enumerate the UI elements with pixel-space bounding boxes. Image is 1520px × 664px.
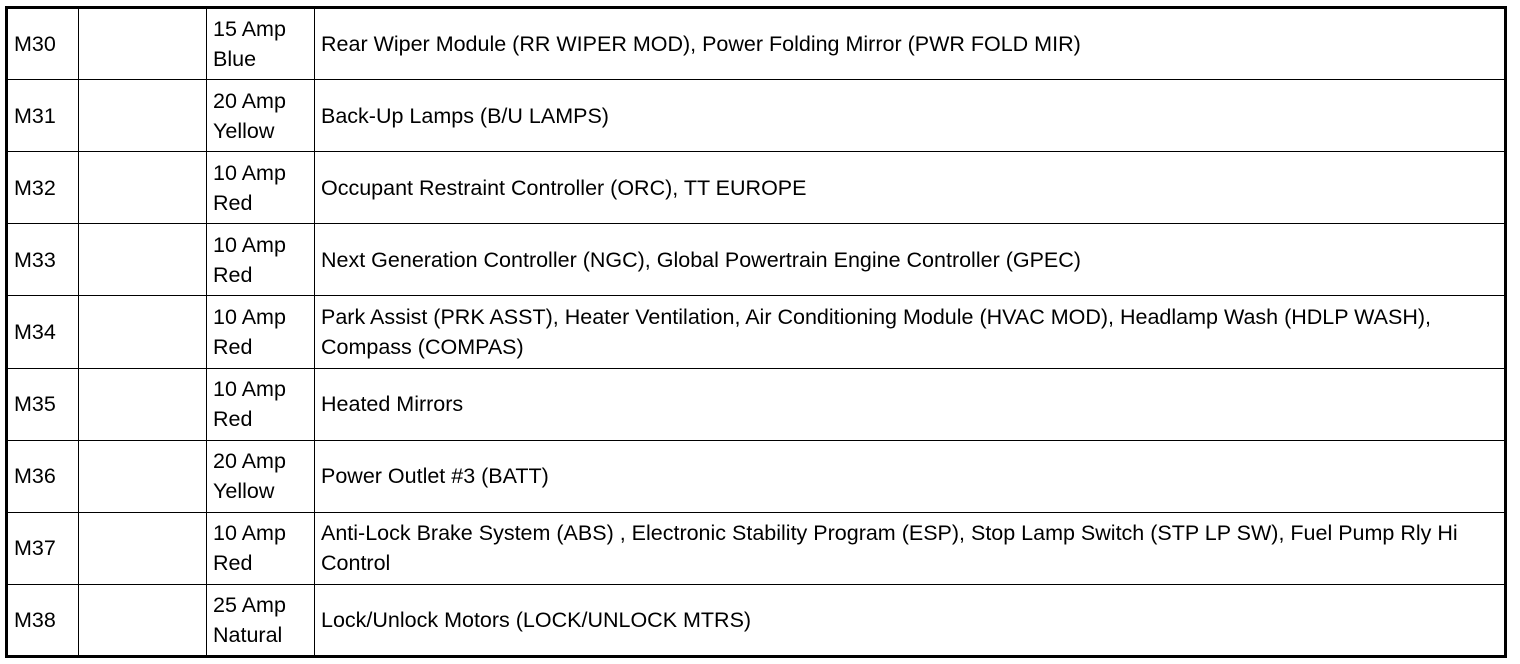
table-row <box>7 512 1506 584</box>
table-row <box>7 584 1506 656</box>
blank-cell <box>79 440 207 512</box>
table-row <box>7 224 1506 296</box>
blank-cell <box>79 512 207 584</box>
rating-cell <box>207 512 315 584</box>
rating-cell <box>207 224 315 296</box>
cavity-cell: M32 <box>7 152 79 224</box>
fuse-color: Yellow <box>213 118 275 143</box>
rating-cell <box>207 80 315 152</box>
table-row <box>7 440 1506 512</box>
description-cell: Rear Wiper Module (RR WIPER MOD), Power Folding Mirror (PWR FOLD MIR) <box>315 8 1506 80</box>
description-cell: Lock/Unlock Motors (LOCK/UNLOCK MTRS) <box>315 584 1506 656</box>
description-cell: Power Outlet #3 (BATT) <box>315 440 1506 512</box>
description-cell: Heated Mirrors <box>315 368 1506 440</box>
fuse-color: Natural <box>213 622 283 647</box>
amp-rating: 10 Amp <box>213 521 286 546</box>
description-cell: Back-Up Lamps (B/U LAMPS) <box>315 80 1506 152</box>
table-row <box>7 152 1506 224</box>
rating-cell <box>207 368 315 440</box>
table-row <box>7 296 1506 368</box>
fuse-table <box>5 6 1507 658</box>
description-cell: Next Generation Controller (NGC), Global Powertrain Engine Controller (GPEC) <box>315 224 1506 296</box>
description-cell: Anti-Lock Brake System (ABS) , Electronic Stability Program (ESP), Stop Lamp Switch (STP LP SW), Fuel Pump Rly Hi Control <box>315 512 1506 584</box>
cavity-cell: M35 <box>7 368 79 440</box>
blank-cell <box>79 8 207 80</box>
amp-rating: 20 Amp <box>213 88 286 113</box>
fuse-color: Red <box>213 551 253 576</box>
description-cell: Park Assist (PRK ASST), Heater Ventilation, Air Conditioning Module (HVAC MOD), Headlamp Wash (HDLP WASH), Compass (COMPAS) <box>315 296 1506 368</box>
rating-cell <box>207 152 315 224</box>
blank-cell <box>79 224 207 296</box>
table-row <box>7 8 1506 80</box>
blank-cell <box>79 368 207 440</box>
cavity-cell: M36 <box>7 440 79 512</box>
fuse-color: Red <box>213 334 253 359</box>
description-cell: Occupant Restraint Controller (ORC), TT EUROPE <box>315 152 1506 224</box>
amp-rating: 20 Amp <box>213 449 286 474</box>
amp-rating: 25 Amp <box>213 592 286 617</box>
rating-cell <box>207 296 315 368</box>
cavity-cell: M34 <box>7 296 79 368</box>
fuse-color: Red <box>213 407 253 432</box>
blank-cell <box>79 80 207 152</box>
amp-rating: 10 Amp <box>213 160 286 185</box>
amp-rating: 15 Amp <box>213 17 286 42</box>
blank-cell <box>79 584 207 656</box>
amp-rating: 10 Amp <box>213 232 286 257</box>
fuse-color: Blue <box>213 47 257 72</box>
cavity-cell: M30 <box>7 8 79 80</box>
cavity-cell: M37 <box>7 512 79 584</box>
amp-rating: 10 Amp <box>213 304 286 329</box>
cavity-cell: M38 <box>7 584 79 656</box>
amp-rating: 10 Amp <box>213 377 286 402</box>
table-row <box>7 368 1506 440</box>
rating-cell <box>207 8 315 80</box>
fuse-color: Yellow <box>213 479 275 504</box>
cavity-cell: M33 <box>7 224 79 296</box>
fuse-color: Red <box>213 190 253 215</box>
fuse-color: Red <box>213 262 253 287</box>
rating-cell <box>207 584 315 656</box>
blank-cell <box>79 152 207 224</box>
table-row <box>7 80 1506 152</box>
cavity-cell: M31 <box>7 80 79 152</box>
rating-cell <box>207 440 315 512</box>
blank-cell <box>79 296 207 368</box>
